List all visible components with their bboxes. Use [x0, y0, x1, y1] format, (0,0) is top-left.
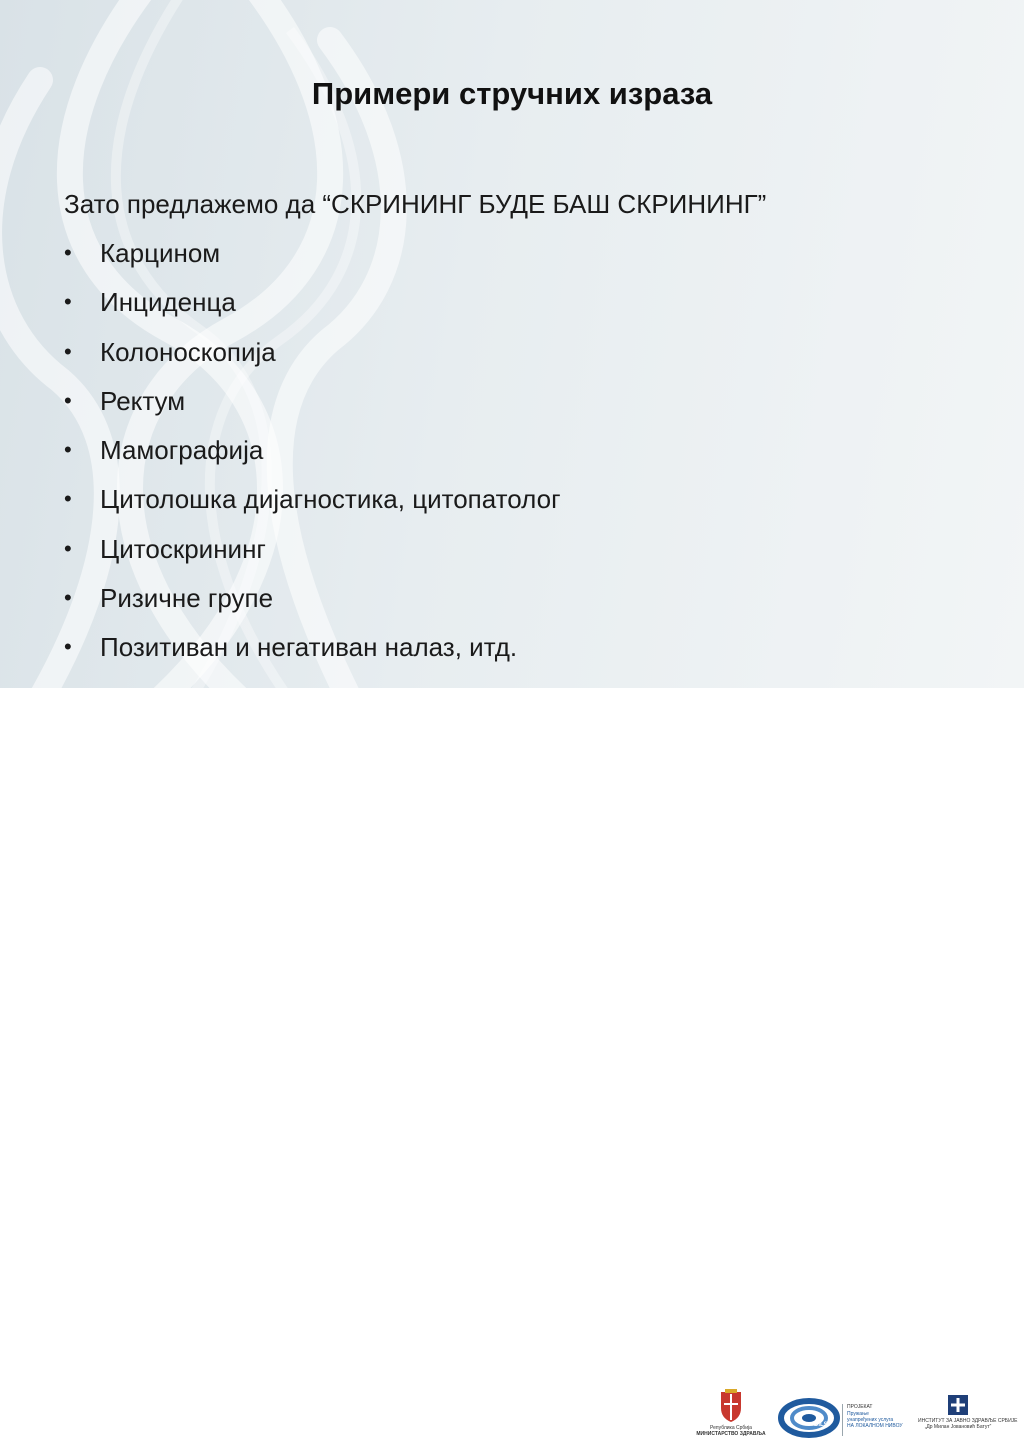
- list-item: • Позитиван и негативан налаз, итд.: [64, 625, 964, 674]
- bullet-icon: •: [64, 289, 72, 315]
- bullet-icon: •: [64, 437, 72, 463]
- slide-area: [0, 0, 1024, 688]
- project-text: [842, 1404, 905, 1436]
- institute-line2: „Др Милан Јовановић Батут“: [924, 1424, 992, 1430]
- list-item: • Карцином: [64, 231, 964, 280]
- project-line3: унапређених услуга: [847, 1417, 894, 1423]
- bullet-icon: •: [64, 535, 72, 561]
- ministry-logo: [696, 1388, 766, 1440]
- dils-swirl-icon: [778, 1398, 840, 1438]
- project-line1: ПРОЈЕКАТ: [847, 1404, 873, 1410]
- list-item: • Цитолошка дијагностика, цитопатолог: [64, 477, 964, 526]
- ministry-line1: Република Србија: [710, 1425, 752, 1431]
- bullet-icon: •: [64, 585, 72, 611]
- list-item: • Колоноскопија: [64, 330, 964, 379]
- ministry-line2: МИНИСТАРСТВО ЗДРАВЉА: [696, 1431, 766, 1437]
- list-item: • Мамографија: [64, 428, 964, 477]
- bullet-icon: •: [64, 338, 72, 364]
- dils-logo: [778, 1398, 840, 1438]
- term-list: [64, 231, 964, 675]
- institute-line1: ИНСТИТУТ ЗА ЈАВНО ЗДРАВЉЕ СРБИЈЕ: [918, 1418, 1018, 1424]
- dils-mark: DILS: [814, 1422, 828, 1428]
- project-line4: НА ЛОКАЛНОМ НИВОУ: [847, 1423, 903, 1429]
- bullet-icon: •: [64, 634, 72, 660]
- institute-logo: [918, 1394, 1018, 1434]
- slide-body: [64, 182, 964, 675]
- coat-of-arms-icon: [696, 1388, 766, 1424]
- bullet-icon: •: [64, 387, 72, 413]
- bullet-icon: •: [64, 486, 72, 512]
- list-item: • Инциденца: [64, 280, 964, 329]
- intro-text: Зато предлажемо да “СКРИНИНГ БУДЕ БАШ СКРИНИНГ”: [64, 189, 767, 219]
- bullet-icon: •: [64, 240, 72, 265]
- institute-emblem-icon: [918, 1394, 998, 1416]
- list-item: • Цитоскрининг: [64, 527, 964, 576]
- footer-logos: [0, 688, 1024, 1437]
- project-line2: Пружање: [847, 1411, 869, 1417]
- slide-title: Примери стручних израза: [311, 76, 713, 111]
- list-item: • Ризичне групе: [64, 576, 964, 625]
- list-item: • Ректум: [64, 379, 964, 428]
